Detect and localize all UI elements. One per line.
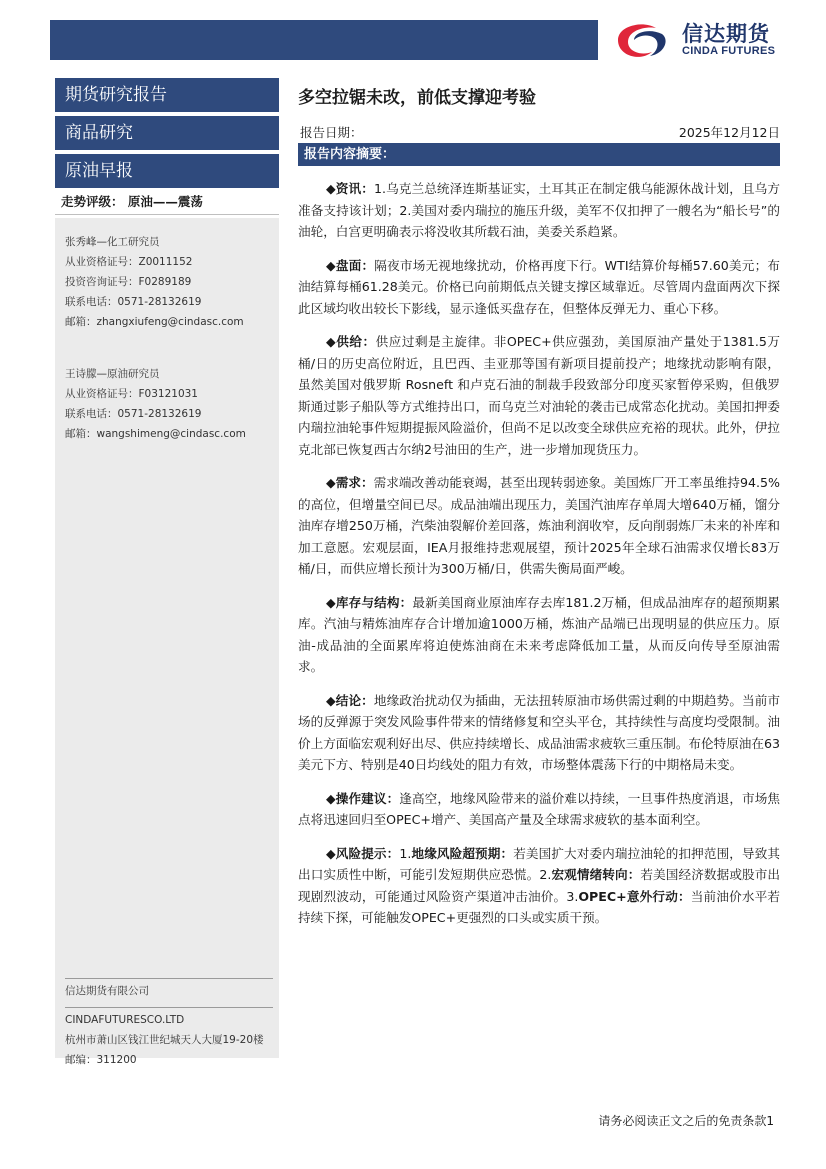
section-text: 最新美国商业原油库存去库181.2万桶，但成品油库存的超预期累库。汽油与精炼油库存合计增加逾1000万桶，炼油产品端已出现明显的供应压力。原油-成品油的全面累库将迫使炼油商在未来考虑降低加工量，从而反向传导至原油需求。 [298, 594, 781, 674]
section-conclusion [298, 690, 780, 776]
analyst-email[interactable]: 邮箱：zhangxiufeng@cindasc.com [65, 316, 244, 328]
section-inventory [298, 592, 780, 678]
main-content [298, 78, 780, 929]
trend-rating: 走势评级： 原油——震荡 [55, 192, 279, 215]
section-key: ◆盘面： [326, 257, 375, 273]
company-zip: 邮编：311200 [65, 1054, 137, 1066]
analyst-consult: 投资咨询证号：F0289189 [65, 276, 192, 288]
risk-num: 1. [399, 845, 412, 861]
report-title: 多空拉锯未改，前低支撑迎考验 [298, 88, 536, 108]
risk-num: 3. [566, 888, 579, 904]
company-name: 信达期货有限公司 [65, 985, 149, 997]
sidebar-item-report: 期货研究报告 [55, 78, 279, 112]
risk-title: 宏观情绪转向： [551, 867, 641, 882]
section-demand [298, 472, 780, 580]
company-info [65, 972, 273, 1070]
section-key: ◆需求： [326, 475, 374, 490]
divider [65, 978, 273, 979]
analyst-phone: 联系电话：0571-28132619 [65, 408, 202, 420]
analyst-license: 从业资格证号：F03121031 [65, 388, 198, 400]
section-market [298, 255, 780, 320]
sidebar-item-commodity: 商品研究 [55, 116, 279, 150]
sidebar-item-crude-brief: 原油早报 [55, 154, 279, 188]
analyst-name: 王诗朦—原油研究员 [65, 368, 160, 380]
cinda-logo [612, 18, 802, 62]
section-text: 供应过剩是主旋律。非OPEC+供应强劲，美国原油产量处于1381.5万桶/日的历史高位附近，且巴西、圭亚那等国有新项目提前投产；地缘扰动影响有限，虽然美国对俄罗斯 Rosneft 和卢克石油的制裁手段致部分印度买家暂停采购，但俄罗斯通过影子船队等方式维持出口，而乌克兰对油轮的袭击已成常态化扰动。美国扣押委内瑞拉油轮事件短期提振风险溢价，但尚不足以改变全球供应充裕的现状。此外，伊拉克北部已恢复西古尔纳2号油田的生产，进一步增加现货压力。 [298, 334, 780, 457]
header-bar [50, 20, 598, 60]
summary-header: 报告内容摘要： [298, 144, 780, 166]
section-text: 需求端改善动能衰竭，甚至出现转弱迹象。美国炼厂开工率虽维持94.5%的高位，但增量空间已尽。成品油端出现压力，美国汽油库存单周大增640万桶，馏分油库存增250万桶，汽柴油裂解价差回落，炼油利润收窄，反向削弱炼厂未来的补库和加工意愿。宏观层面，IEA月报维持悲观展望，预计2025年全球石油需求仅增长83万桶/日，而供应增长预计为300万桶/日，供需失衡局面严峻。 [298, 475, 780, 576]
risk-text: 当前油价水平若持续下探，可能触发OPEC+更强烈的口头或实质干预。 [298, 888, 781, 925]
risk-text: 若美国经济数据或股市出现剧烈波动，可能通过风险资产渠道冲击油价。 [298, 867, 781, 904]
section-risk [298, 843, 780, 929]
logo-text-en: CINDA FUTURES [682, 45, 776, 57]
section-key: ◆风险提示： [326, 845, 400, 861]
risk-text: 若美国扩大对委内瑞拉油轮的扣押范围，导致其出口实质性中断，可能引发短期供应恐慌。 [298, 845, 781, 882]
section-supply [298, 331, 780, 460]
section-key: ◆操作建议： [326, 790, 400, 806]
report-date-row [298, 121, 780, 144]
section-text: 逢高空，地缘风险带来的溢价难以持续，一旦事件热度消退，市场焦点将迅速回归至OPEC+增产、美国高产量及全球需求疲软的基本面利空。 [298, 790, 781, 827]
risk-title: 地缘风险超预期： [411, 845, 514, 861]
analyst-license: 从业资格证号：Z0011152 [65, 256, 193, 268]
risk-title: OPEC+意外行动： [578, 888, 691, 904]
risk-num: 2. [539, 867, 552, 882]
company-address: 杭州市萧山区钱江世纪城天人大厦19-20楼 [65, 1034, 264, 1046]
section-text: 1.乌克兰总统泽连斯基证实，土耳其正在制定俄乌能源休战计划，且乌方准备支持该计划；2.美国对委内瑞拉的施压升级，美军不仅扣押了一艘名为“船长号”的油轮，白宫更明确表示将没收其所载石油，美委关系趋紧。 [298, 181, 780, 239]
divider [65, 1007, 273, 1008]
contact-panel [55, 218, 279, 1066]
analyst-card [65, 364, 246, 444]
sidebar [55, 78, 279, 1066]
analyst-phone: 联系电话：0571-28132619 [65, 296, 202, 308]
section-advice [298, 788, 780, 831]
logo-text-cn: 信达期货 [682, 22, 770, 46]
section-key: ◆库存与结构： [326, 594, 413, 610]
analyst-card [65, 232, 244, 332]
company-site[interactable]: CINDAFUTURESCO.LTD [65, 1014, 185, 1026]
section-key: ◆供给： [326, 334, 376, 349]
section-text: 地缘政治扰动仅为插曲，无法扭转原油市场供需过剩的中期趋势。当前市场的反弹源于突发风险事件带来的情绪修复和空头平仓，其持续性与高度均受限制。油价上方面临宏观利好出尽、供应持续增长、成品油需求疲软三重压制。布伦特原油在63美元下方、特别是40日均线处的阻力有效，市场整体震荡下行的中期格局未变。 [298, 692, 781, 772]
section-key: ◆资讯： [326, 181, 374, 196]
analyst-email[interactable]: 邮箱：wangshimeng@cindasc.com [65, 428, 246, 440]
footer-disclaimer: 请务必阅读正文之后的免责条款1 [598, 1114, 774, 1128]
section-news [298, 178, 780, 243]
report-date: 2025年12月12日 [678, 125, 780, 140]
section-key: ◆结论： [326, 692, 374, 708]
analyst-name: 张秀峰—化工研究员 [65, 236, 160, 248]
section-text: 隔夜市场无视地缘扰动，价格再度下行。WTI结算价每桶57.60美元；布油结算每桶61.28美元。价格已向前期低点关键支撑区域靠近。尽管周内盘面两次下探此区域均收出较长下影线，显示逢低买盘存在，但整体反弹无力、重心下移。 [298, 257, 780, 316]
report-date-label: 报告日期： [300, 125, 363, 140]
logo-swirl-icon [612, 18, 672, 62]
